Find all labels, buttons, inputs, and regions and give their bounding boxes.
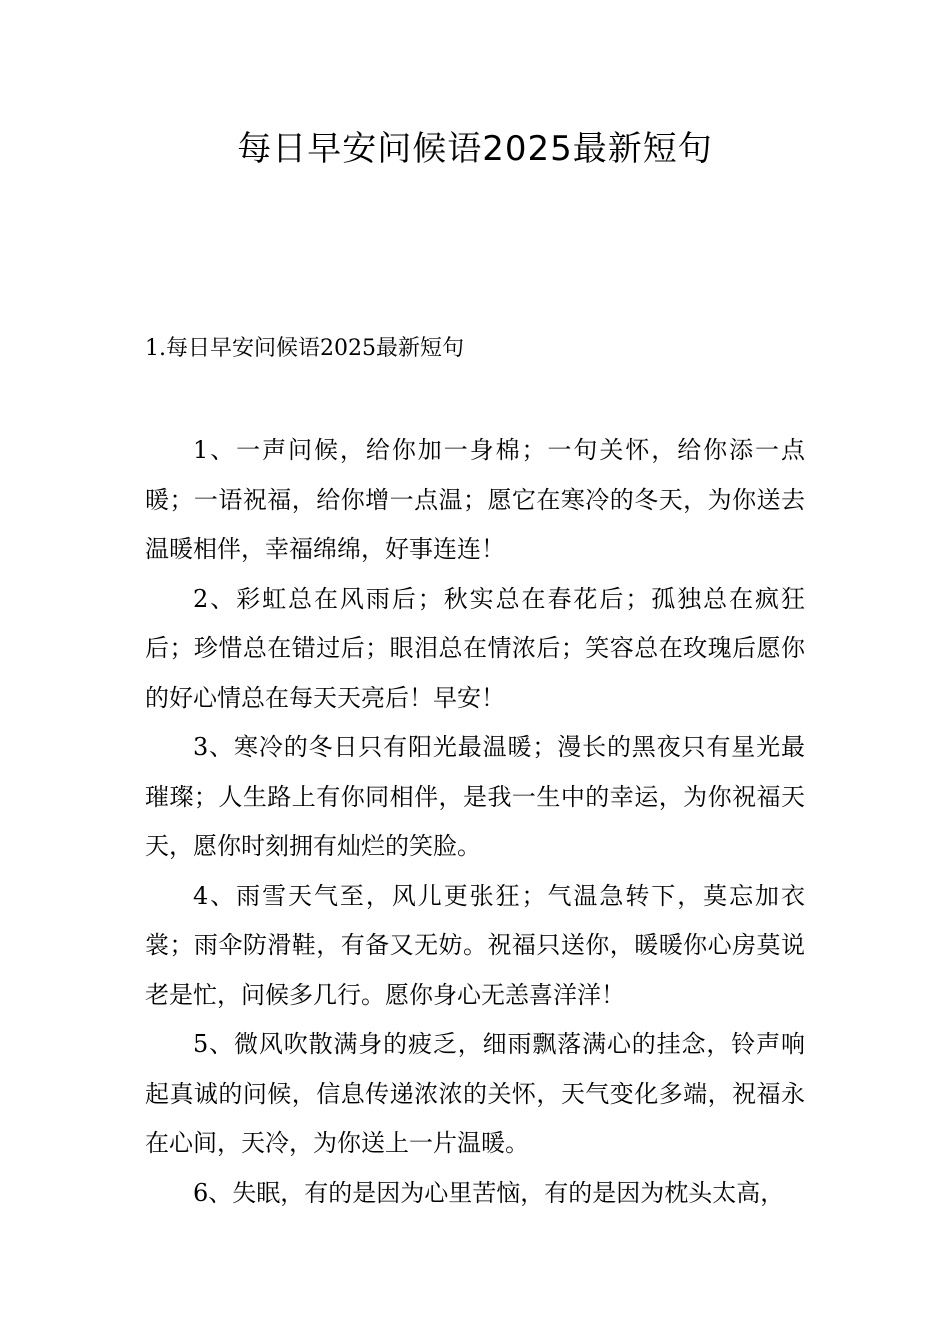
- document-title: 每日早安问候语2025最新短句: [237, 129, 713, 169]
- paragraph-1: 1、一声问候，给你加一身棉；一句关怀，给你添一点暖；一语祝福，给你增一点温；愿它在寒冷的冬天，为你送去温暖相伴，幸福绵绵，好事连连！: [145, 436, 805, 563]
- paragraph-3: 3、寒冷的冬日只有阳光最温暖；漫长的黑夜只有星光最璀璨；人生路上有你同相伴，是我一生中的幸运，为你祝福天天，愿你时刻拥有灿烂的笑脸。: [145, 733, 805, 860]
- section-heading: 1.每日早安问候语2025最新短句: [145, 336, 464, 361]
- paragraph-6: 6、失眠，有的是因为心里苦恼，有的是因为枕头太高，: [193, 1178, 785, 1207]
- paragraph-2: 2、彩虹总在风雨后；秋实总在春花后；孤独总在疯狂后；珍惜总在错过后；眼泪总在情浓后；笑容总在玫瑰后愿你的好心情总在每天天亮后！早安！: [145, 584, 805, 712]
- document-body: [145, 426, 805, 1218]
- paragraph-4: 4、雨雪天气至，风儿更张狂；气温急转下，莫忘加衣裳；雨伞防滑鞋，有备又无妨。祝福只送你，暖暖你心房莫说老是忙，问候多几行。愿你身心无恙喜洋洋！: [145, 881, 805, 1009]
- paragraph-5: 5、微风吹散满身的疲乏，细雨飘落满心的挂念，铃声响起真诚的问候，信息传递浓浓的关怀，天气变化多端，祝福永在心间，天冷，为你送上一片温暖。: [145, 1030, 805, 1157]
